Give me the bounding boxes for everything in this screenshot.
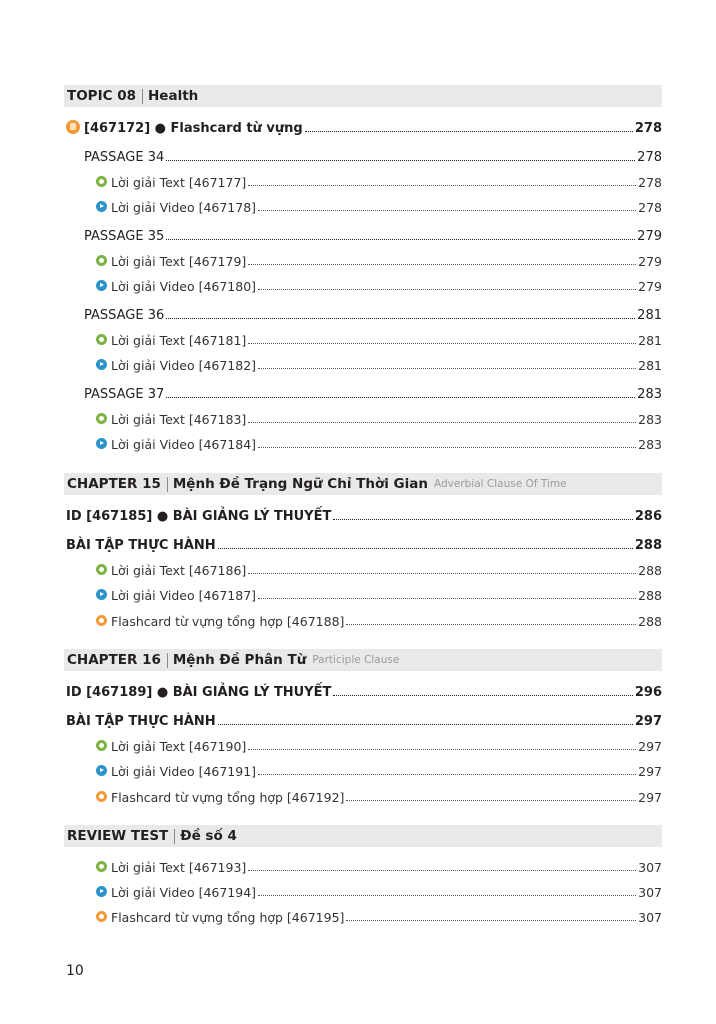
entry-title: Lời giải Text [467193] xyxy=(111,860,247,875)
section-header-chapter-16 xyxy=(64,649,662,671)
entry-page: 297 xyxy=(634,714,662,729)
toc-entry-lecture[interactable] xyxy=(66,682,662,700)
entry-title: Lời giải Text [467177] xyxy=(111,175,247,190)
video-solution-icon xyxy=(96,886,107,897)
toc-entry-video-solution[interactable] xyxy=(96,434,662,452)
entry-page: 281 xyxy=(637,308,662,323)
entry-page: 283 xyxy=(638,412,662,427)
entry-page: 279 xyxy=(637,229,662,244)
section-title: Health xyxy=(148,88,199,104)
dot-leader xyxy=(258,774,636,775)
video-solution-icon xyxy=(96,280,107,291)
dot-leader xyxy=(346,624,636,625)
entry-title: [467172] ● Flashcard từ vựng xyxy=(84,121,303,136)
dot-leader xyxy=(258,598,636,599)
dot-leader xyxy=(166,318,635,319)
entry-page: 307 xyxy=(638,860,662,875)
entry-title: Lời giải Text [467190] xyxy=(111,739,247,754)
toc-entry-text-solution[interactable] xyxy=(96,560,662,578)
dot-leader xyxy=(248,422,636,423)
dot-leader xyxy=(248,573,636,574)
text-solution-icon xyxy=(96,413,107,424)
toc-entry-passage-37[interactable] xyxy=(84,384,662,402)
divider xyxy=(167,653,168,668)
toc-entry-passage-35[interactable] xyxy=(84,226,662,244)
page-number: 10 xyxy=(66,963,84,979)
toc-entry-video-solution[interactable] xyxy=(96,197,662,215)
toc-entry-video-solution[interactable] xyxy=(96,585,662,603)
entry-title: PASSAGE 36 xyxy=(84,308,165,323)
entry-title: BÀI TẬP THỰC HÀNH xyxy=(66,714,216,729)
entry-page: 288 xyxy=(638,563,662,578)
section-header-review-test xyxy=(64,825,662,847)
video-solution-icon xyxy=(96,438,107,449)
section-subtitle: Participle Clause xyxy=(312,654,400,666)
text-solution-icon xyxy=(96,564,107,575)
entry-title: Lời giải Video [467178] xyxy=(111,200,257,215)
section-header-topic-08 xyxy=(64,85,662,107)
toc-entry-text-solution[interactable] xyxy=(96,330,662,348)
entry-page: 281 xyxy=(638,358,662,373)
dot-leader xyxy=(248,264,636,265)
toc-entry-practice[interactable] xyxy=(66,535,662,553)
entry-page: 297 xyxy=(638,764,662,779)
dot-leader xyxy=(258,289,636,290)
toc-entry-text-solution[interactable] xyxy=(96,251,662,269)
toc-entry-video-solution[interactable] xyxy=(96,761,662,779)
entry-page: 281 xyxy=(638,333,662,348)
entry-page: 296 xyxy=(634,685,662,700)
entry-page: 279 xyxy=(638,254,662,269)
section-label: CHAPTER 15 xyxy=(67,476,161,492)
entry-title: PASSAGE 34 xyxy=(84,150,165,165)
flashcard-icon xyxy=(96,911,107,922)
entry-page: 278 xyxy=(634,121,662,136)
divider xyxy=(174,829,175,844)
entry-title: Flashcard từ vựng tổng hợp [467192] xyxy=(111,790,345,805)
dot-leader xyxy=(166,160,635,161)
dot-leader xyxy=(218,548,633,549)
section-subtitle: Adverbial Clause Of Time xyxy=(434,478,567,490)
entry-title: Lời giải Text [467179] xyxy=(111,254,247,269)
toc-entry-text-solution[interactable] xyxy=(96,409,662,427)
dot-leader xyxy=(258,368,636,369)
toc-entry-flashcard[interactable] xyxy=(96,787,662,805)
flashcard-icon xyxy=(96,791,107,802)
dot-leader xyxy=(248,343,636,344)
toc-entry-passage-36[interactable] xyxy=(84,305,662,323)
entry-page: 279 xyxy=(638,279,662,294)
dot-leader xyxy=(248,185,636,186)
toc-entry-flashcard[interactable] xyxy=(96,611,662,629)
dot-leader xyxy=(333,519,633,520)
divider xyxy=(142,89,143,104)
section-title: Mệnh Đề Phân Từ xyxy=(172,652,307,668)
video-solution-icon xyxy=(96,589,107,600)
toc-entry-practice[interactable] xyxy=(66,711,662,729)
entry-page: 278 xyxy=(638,200,662,215)
dot-leader xyxy=(248,870,636,871)
entry-title: Lời giải Video [467191] xyxy=(111,764,257,779)
video-solution-icon xyxy=(96,359,107,370)
toc-entry-video-solution[interactable] xyxy=(96,882,662,900)
entry-page: 297 xyxy=(638,790,662,805)
dot-leader xyxy=(258,895,636,896)
dot-leader xyxy=(248,749,636,750)
entry-page: 288 xyxy=(638,614,662,629)
entry-page: 286 xyxy=(634,509,662,524)
section-title: Mệnh Đề Trạng Ngữ Chỉ Thời Gian xyxy=(172,476,428,492)
toc-entry-text-solution[interactable] xyxy=(96,736,662,754)
dot-leader xyxy=(166,239,635,240)
dot-leader xyxy=(218,724,633,725)
dot-leader xyxy=(346,800,636,801)
entry-title: PASSAGE 37 xyxy=(84,387,165,402)
entry-page: 283 xyxy=(637,387,662,402)
section-title: Đề số 4 xyxy=(180,828,237,844)
flashcard-icon xyxy=(96,615,107,626)
entry-title: Lời giải Text [467186] xyxy=(111,563,247,578)
dot-leader xyxy=(333,695,633,696)
divider xyxy=(167,477,168,492)
video-solution-icon xyxy=(96,765,107,776)
toc-entry-text-solution[interactable] xyxy=(96,857,662,875)
toc-entry-passage-34[interactable] xyxy=(84,147,662,165)
entry-page: 288 xyxy=(638,588,662,603)
entry-page: 288 xyxy=(634,538,662,553)
toc-entry-lecture[interactable] xyxy=(66,506,662,524)
entry-title: Lời giải Text [467181] xyxy=(111,333,247,348)
text-solution-icon xyxy=(96,740,107,751)
toc-entry-flashcard[interactable] xyxy=(66,118,662,136)
entry-title: ID [467189] ● BÀI GIẢNG LÝ THUYẾT xyxy=(66,685,332,700)
section-label: CHAPTER 16 xyxy=(67,652,161,668)
toc-entry-flashcard[interactable] xyxy=(96,907,662,925)
entry-title: Lời giải Video [467182] xyxy=(111,358,257,373)
toc-entry-text-solution[interactable] xyxy=(96,172,662,190)
entry-title: BÀI TẬP THỰC HÀNH xyxy=(66,538,216,553)
entry-page: 307 xyxy=(638,910,662,925)
entry-page: 307 xyxy=(638,885,662,900)
dot-leader xyxy=(258,210,636,211)
entry-title: Flashcard từ vựng tổng hợp [467195] xyxy=(111,910,345,925)
text-solution-icon xyxy=(96,176,107,187)
dot-leader xyxy=(305,131,633,132)
text-solution-icon xyxy=(96,255,107,266)
toc-entry-video-solution[interactable] xyxy=(96,276,662,294)
toc-entry-video-solution[interactable] xyxy=(96,355,662,373)
entry-title: Lời giải Text [467183] xyxy=(111,412,247,427)
entry-page: 278 xyxy=(637,150,662,165)
dot-leader xyxy=(346,920,636,921)
section-label: TOPIC 08 xyxy=(67,88,136,104)
section-label: REVIEW TEST xyxy=(67,828,169,844)
entry-page: 283 xyxy=(638,437,662,452)
entry-title: Lời giải Video [467184] xyxy=(111,437,257,452)
text-solution-icon xyxy=(96,334,107,345)
entry-title: PASSAGE 35 xyxy=(84,229,165,244)
flashcard-hand-icon xyxy=(66,120,80,134)
entry-title: ID [467185] ● BÀI GIẢNG LÝ THUYẾT xyxy=(66,509,332,524)
entry-title: Lời giải Video [467180] xyxy=(111,279,257,294)
video-solution-icon xyxy=(96,201,107,212)
text-solution-icon xyxy=(96,861,107,872)
entry-title: Flashcard từ vựng tổng hợp [467188] xyxy=(111,614,345,629)
entry-page: 297 xyxy=(638,739,662,754)
section-header-chapter-15 xyxy=(64,473,662,495)
entry-page: 278 xyxy=(638,175,662,190)
dot-leader xyxy=(166,397,635,398)
dot-leader xyxy=(258,447,636,448)
entry-title: Lời giải Video [467194] xyxy=(111,885,257,900)
entry-title: Lời giải Video [467187] xyxy=(111,588,257,603)
